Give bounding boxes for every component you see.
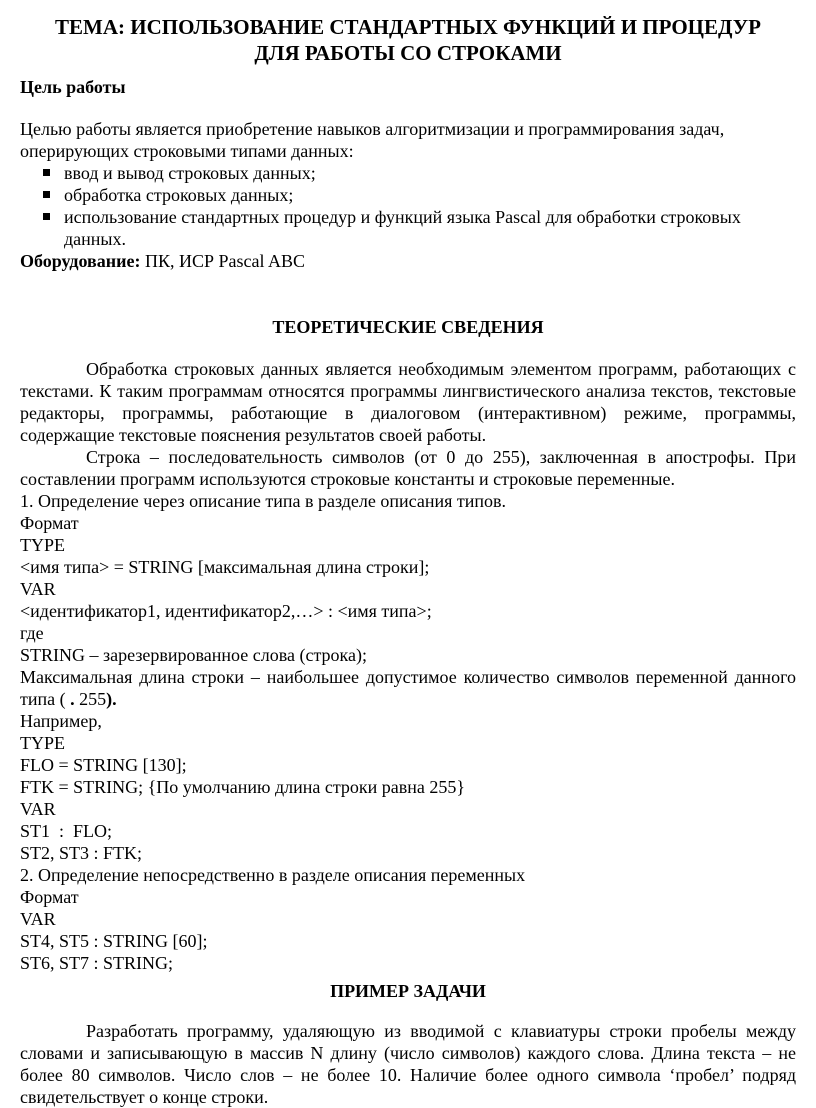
max-length-close: ). xyxy=(106,689,117,709)
theory-line: TYPE xyxy=(20,733,65,753)
theory-line: 2. Определение непосредственно в разделе описания переменных xyxy=(20,865,526,885)
theory-line: VAR xyxy=(20,799,56,819)
theory-line: ST1 : FLO; xyxy=(20,821,113,841)
spacer xyxy=(20,272,796,316)
spacer xyxy=(20,98,796,118)
theory-paragraph-2: Строка – последовательность символов (от 0 до 255), заключенная в апострофы. При составлении программ используются строковые константы и строковые переменные. xyxy=(20,447,796,489)
page-title-line-2: ДЛЯ РАБОТЫ СО СТРОКАМИ xyxy=(254,41,562,65)
theory-line: ST2, ST3 : FTK; xyxy=(20,843,143,863)
spacer xyxy=(20,1002,796,1020)
theory-line: VAR xyxy=(20,909,56,929)
theory-line: Формат xyxy=(20,513,79,533)
max-length-symbol: . xyxy=(65,689,80,709)
max-length-value: 255 xyxy=(79,689,107,709)
theory-heading: ТЕОРЕТИЧЕСКИЕ СВЕДЕНИЯ xyxy=(272,317,544,337)
theory-line: Формат xyxy=(20,887,79,907)
goal-bullet-list xyxy=(20,162,796,250)
theory-line: Например, xyxy=(20,711,102,731)
goal-bullet-item: обработка строковых данных; xyxy=(64,184,796,206)
example-heading: ПРИМЕР ЗАДАЧИ xyxy=(330,981,486,1001)
theory-line: FTK = STRING; {По умолчанию длина строки равна 255} xyxy=(20,777,466,797)
theory-line: FLO = STRING [130]; xyxy=(20,755,187,775)
goal-bullet-item: использование стандартных процедур и функций языка Pascal для обработки строковых данных. xyxy=(64,206,796,250)
theory-line: ST4, ST5 : STRING [60]; xyxy=(20,931,208,951)
theory-line: <имя типа> = STRING [максимальная длина строки]; xyxy=(20,557,430,577)
page-title-line-1: ТЕМА: ИСПОЛЬЗОВАНИЕ СТАНДАРТНЫХ ФУНКЦИЙ И ПРОЦЕДУР xyxy=(55,15,761,39)
theory-line: где xyxy=(20,623,44,643)
equipment-label: Оборудование: xyxy=(20,251,141,271)
goal-bullet-item: ввод и вывод строковых данных; xyxy=(64,162,796,184)
example-paragraph: Разработать программу, удаляющую из вводимой с клавиатуры строки пробелы между словами и записывающую в массив N длину (число символов) каждого слова. Длина текста – не более 80 символов. Число слов – не более 10. Наличие более одного символа ‘пробел’ подряд свидетельствует о конце строки. xyxy=(20,1021,796,1107)
theory-line: STRING – зарезервированное слова (строка); xyxy=(20,645,368,665)
theory-line: 1. Определение через описание типа в разделе описания типов. xyxy=(20,491,506,511)
max-length-definition xyxy=(20,666,796,710)
theory-line: TYPE xyxy=(20,535,65,555)
goal-heading: Цель работы xyxy=(20,77,126,97)
max-length-text: Максимальная длина строки – наибольшее допустимое количество символов переменной данного типа ( xyxy=(20,667,796,709)
theory-paragraph-1: Обработка строковых данных является необходимым элементом программ, работающих с текстами. К таким программам относятся программы лингвистического анализа текстов, текстовые редакторы, программы, работающие в диалоговом (интерактивном) режиме, программы, содержащие текстовые пояснения результатов своей работы. xyxy=(20,359,796,445)
spacer xyxy=(20,338,796,358)
equipment-line xyxy=(20,250,796,272)
theory-line: <идентификатор1, идентификатор2,…> : <имя типа>; xyxy=(20,601,432,621)
goal-intro: Целью работы является приобретение навыков алгоритмизации и программирования задач, оперирующих строковыми типами данных: xyxy=(20,119,725,161)
theory-line: VAR xyxy=(20,579,56,599)
equipment-value: ПК, ИСР Pascal ABC xyxy=(140,251,306,271)
theory-line: ST6, ST7 : STRING; xyxy=(20,953,174,973)
